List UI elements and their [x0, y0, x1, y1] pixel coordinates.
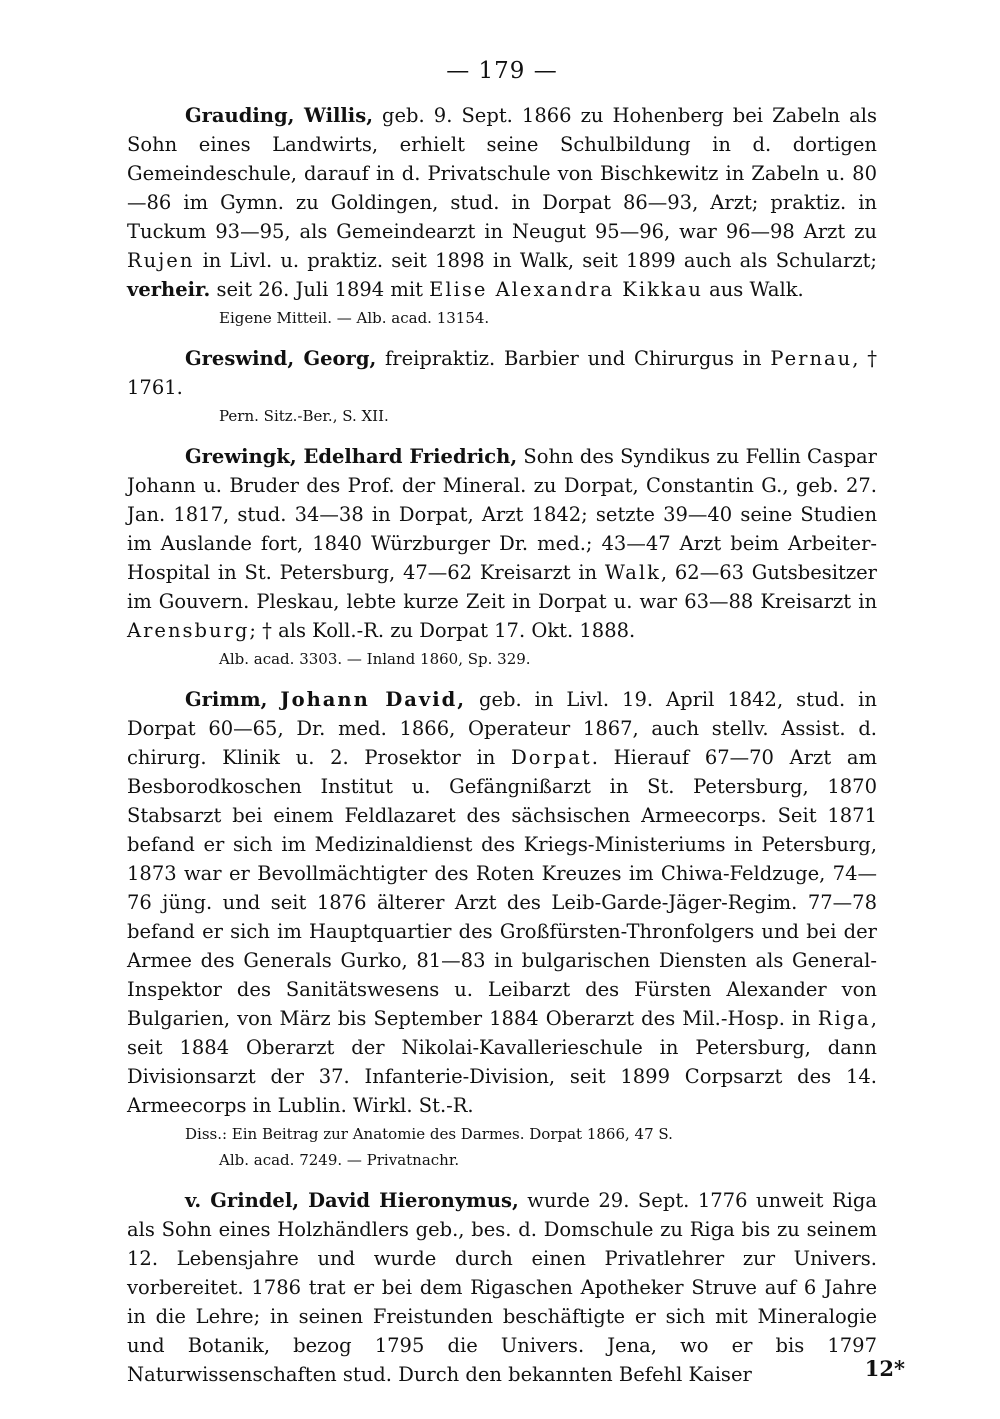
entry-body	[127, 344, 877, 402]
signature-mark: 12*	[864, 1356, 905, 1381]
entry-body	[127, 1186, 877, 1389]
entry-text: in Livl. u. praktiz. seit 1898 in Walk, seit 1899 auch als Schularzt;	[194, 249, 877, 272]
entry-text: , 62—63 Gutsbesitzer im Gouvern. Pleskau, lebte kurze Zeit in Dorpat u. war 63—88 Kreisarzt in	[127, 561, 877, 613]
spaced-place: Dorpat	[511, 746, 592, 769]
entry-name: Greswind, Georg,	[185, 347, 377, 370]
entry-dissertation: Diss.: Ein Beitrag zur Anatomie des Darmes. Dorpat 1866, 47 S.	[185, 1125, 673, 1143]
document-page	[127, 55, 877, 1385]
entry-grewingk	[127, 442, 877, 671]
entry-text: , † 1761.	[127, 347, 877, 399]
page-number: — 179 —	[446, 58, 558, 84]
entry-grindel	[127, 1186, 877, 1389]
spaced-place: Rujen	[127, 249, 195, 272]
entry-text: geb. 9. Sept. 1866 zu Hohenberg bei Zabeln als Sohn eines Landwirts, erhielt seine Schulbildung in d. dortigen Gemeindeschule, darauf in d. Privatschule von Bischkewitz in Zabeln u. 80—86 im Gymn. zu Goldingen, stud. in Dorpat 86—93, Arzt; praktiz. in Tuckum 93—95, als Gemeindearzt in Neugut 95—96, war 96—98 Arzt zu	[127, 104, 877, 243]
spaced-place: Pernau	[770, 347, 853, 370]
entry-body	[127, 101, 877, 304]
entry-greswind	[127, 344, 877, 428]
spaced-place: Arensburg	[127, 619, 250, 642]
spaced-place: Walk	[604, 561, 661, 584]
entry-text: seit 26. Juli 1894 mit	[210, 278, 430, 301]
entry-body	[127, 685, 877, 1120]
entry-text: Sohn des Syndikus zu Fellin Caspar Johann u. Bruder des Prof. der Mineral. zu Dorpat, Constantin G., geb. 27. Jan. 1817, stud. 34—38 in Dorpat, Arzt 1842; setzte 39—40 seine Studien im Auslande fort, 1840 Würzburger Dr. med.; 43—47 Arzt beim Arbeiter-Hospital in St. Petersburg, 47—62 Kreisarzt in	[127, 445, 877, 584]
entry-text: , seit 1884 Oberarzt der Nikolai-Kavallerieschule in Petersburg, dann Divisionsarzt der 37. Infanterie-Division, seit 1899 Corpsarzt des 14. Armeecorps in Lublin. Wirkl. St.-R.	[127, 1007, 877, 1117]
entry-text: aus Walk.	[702, 278, 804, 301]
entry-body	[127, 442, 877, 645]
entry-text: freipraktiz. Barbier und Chirurgus in	[376, 347, 771, 370]
spaced-person: Elise Alexandra Kikkau	[429, 278, 703, 301]
entry-text: wurde 29. Sept. 1776 unweit Riga als Sohn eines Holzhändlers geb., bes. d. Domschule zu Riga bis zu seinem 12. Lebensjahre und wurde durch einen Privatlehrer zur Univers. vorbereitet. 1786 trat er bei dem Rigaschen Apotheker Struve auf 6 Jahre in die Lehre; in seinen Freistunden beschäftigte er sich mit Mineralogie und Botanik, bezog 1795 die Univers. Jena, wo er bis 1797 Naturwissenschaften stud. Durch den bekannten Befehl Kaiser	[127, 1189, 877, 1386]
spaced-place: Riga	[817, 1007, 871, 1030]
entry-text: geb. in Livl. 19. April 1842, stud. in Dorpat 60—65, Dr. med. 1866, Operateur 1867, auch stellv. Assist. d. chirurg. Klinik u. 2. Prosektor in	[127, 688, 877, 769]
entry-source: Eigene Mitteil. — Alb. acad. 13154.	[219, 309, 490, 327]
entry-name: Grauding, Willis,	[185, 104, 373, 127]
entry-name-spaced: Johann David,	[280, 688, 467, 711]
entry-grauding	[127, 101, 877, 330]
entry-name: v. Grindel, David Hieronymus,	[185, 1189, 519, 1212]
bold-term: verheir.	[127, 278, 211, 301]
entry-source: Alb. acad. 3303. — Inland 1860, Sp. 329.	[219, 650, 531, 668]
entry-source: Pern. Sitz.-Ber., S. XII.	[219, 407, 389, 425]
entry-text: ; † als Koll.-R. zu Dorpat 17. Okt. 1888.	[249, 619, 636, 642]
entry-source: Alb. acad. 7249. — Privatnachr.	[219, 1151, 460, 1169]
entry-name: Grewingk, Edelhard Friedrich,	[185, 445, 518, 468]
entry-grimm	[127, 685, 877, 1172]
entry-text: . Hierauf 67—70 Arzt am Besborodkoschen Institut u. Gefängnißarzt in St. Petersburg, 1870 Stabsarzt bei einem Feldlazaret des sächsischen Armeecorps. Seit 1871 befand er sich im Medizinaldienst des Kriegs-Ministeriums in Petersburg, 1873 war er Bevollmächtigter des Roten Kreuzes im Chiwa-Feldzuge, 74—76 jüng. und seit 1876 älterer Arzt des Leib-Garde-Jäger-Regim. 77—78 befand er sich im Hauptquartier des Großfürsten-Thronfolgers und bei der Armee des Generals Gurko, 81—83 in bulgarischen Diensten als General-Inspektor des Sanitätswesens u. Leibarzt des Fürsten Alexander von Bulgarien, von März bis September 1884 Oberarzt des Mil.-Hosp. in	[127, 746, 877, 1030]
entry-name: Grimm,	[185, 688, 268, 711]
